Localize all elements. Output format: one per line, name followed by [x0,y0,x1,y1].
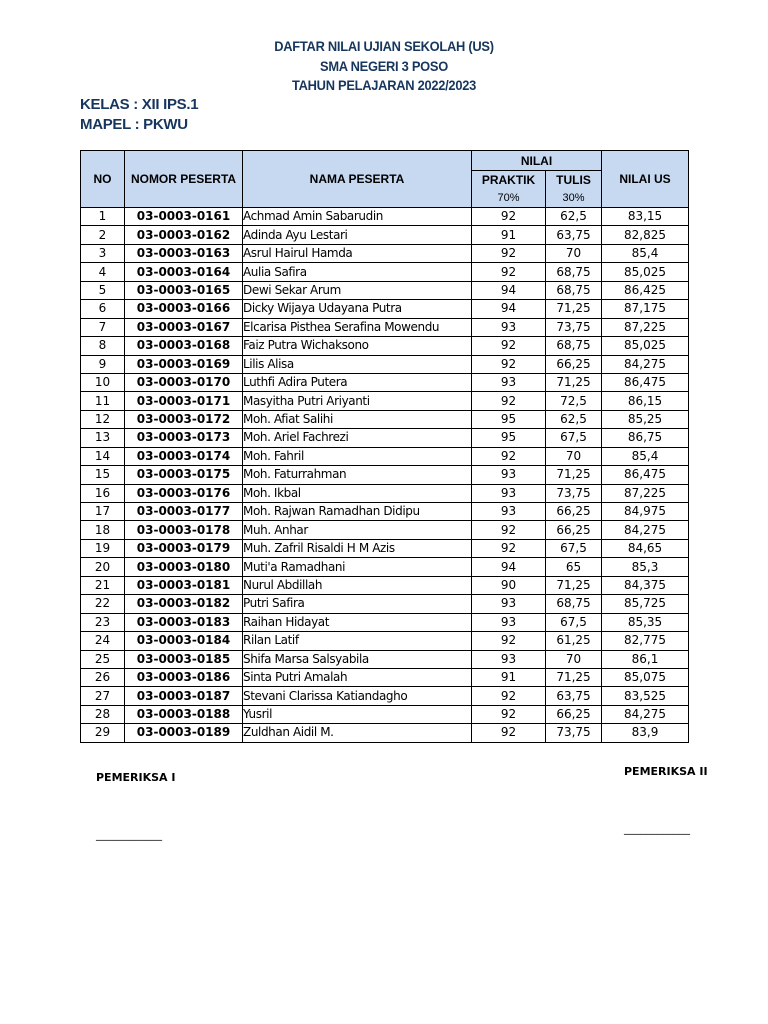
cell-nilai-us: 84,275 [602,705,689,723]
cell-praktik: 91 [472,668,546,686]
grades-table-body [81,208,689,743]
table-row [81,300,689,318]
cell-praktik: 93 [472,484,546,502]
cell-tulis: 68,75 [546,263,602,281]
cell-praktik: 90 [472,576,546,594]
cell-nama-peserta: Elcarisa Pisthea Serafina Mowendu [243,318,472,336]
cell-nama-peserta: Achmad Amin Sabarudin [243,208,472,226]
table-row [81,337,689,355]
cell-nomor-peserta: 03-0003-0188 [125,705,243,723]
pemeriksa-2-label: PEMERIKSA II [624,765,708,778]
cell-nama-peserta: Shifa Marsa Salsyabila [243,650,472,668]
cell-tulis: 62,5 [546,208,602,226]
cell-tulis: 71,25 [546,576,602,594]
cell-nama-peserta: Asrul Hairul Hamda [243,244,472,262]
header-tulis-pct: 30% [546,189,602,208]
cell-tulis: 63,75 [546,226,602,244]
cell-no: 1 [81,208,125,226]
cell-nilai-us: 84,275 [602,355,689,373]
cell-no: 24 [81,632,125,650]
cell-no: 22 [81,595,125,613]
cell-praktik: 92 [472,687,546,705]
cell-nama-peserta: Moh. Afiat Salihi [243,410,472,428]
cell-nama-peserta: Moh. Faturrahman [243,466,472,484]
table-row [81,668,689,686]
cell-nilai-us: 86,1 [602,650,689,668]
cell-nomor-peserta: 03-0003-0169 [125,355,243,373]
table-row [81,503,689,521]
cell-nomor-peserta: 03-0003-0178 [125,521,243,539]
cell-no: 23 [81,613,125,631]
cell-tulis: 66,25 [546,521,602,539]
cell-praktik: 93 [472,503,546,521]
cell-no: 2 [81,226,125,244]
cell-nama-peserta: Aulia Safira [243,263,472,281]
table-row [81,318,689,336]
cell-tulis: 70 [546,650,602,668]
cell-nilai-us: 85,025 [602,263,689,281]
cell-nilai-us: 87,175 [602,300,689,318]
cell-nilai-us: 85,075 [602,668,689,686]
table-row [81,521,689,539]
cell-tulis: 70 [546,447,602,465]
cell-nilai-us: 85,35 [602,613,689,631]
cell-tulis: 65 [546,558,602,576]
cell-nilai-us: 85,3 [602,558,689,576]
doc-title-school: SMA NEGERI 3 POSO [320,58,448,74]
cell-no: 5 [81,281,125,299]
cell-nomor-peserta: 03-0003-0171 [125,392,243,410]
cell-no: 18 [81,521,125,539]
table-row [81,281,689,299]
cell-no: 7 [81,318,125,336]
cell-nama-peserta: Lilis Alisa [243,355,472,373]
cell-praktik: 92 [472,392,546,410]
cell-nomor-peserta: 03-0003-0165 [125,281,243,299]
pemeriksa-1-signature-line: ____________ [96,828,162,841]
cell-tulis: 61,25 [546,632,602,650]
cell-no: 20 [81,558,125,576]
cell-nomor-peserta: 03-0003-0187 [125,687,243,705]
cell-nilai-us: 85,725 [602,595,689,613]
cell-nomor-peserta: 03-0003-0161 [125,208,243,226]
kelas-label: KELAS : XII IPS.1 [80,96,199,113]
cell-nomor-peserta: 03-0003-0182 [125,595,243,613]
cell-nomor-peserta: 03-0003-0179 [125,539,243,557]
pemeriksa-2-signature-line: ____________ [624,822,690,835]
cell-nama-peserta: Dicky Wijaya Udayana Putra [243,300,472,318]
cell-nomor-peserta: 03-0003-0166 [125,300,243,318]
cell-praktik: 94 [472,281,546,299]
cell-nilai-us: 86,475 [602,466,689,484]
cell-tulis: 66,25 [546,503,602,521]
cell-nama-peserta: Raihan Hidayat [243,613,472,631]
table-row [81,447,689,465]
cell-nomor-peserta: 03-0003-0185 [125,650,243,668]
header-tulis: TULIS [546,171,602,190]
cell-nilai-us: 86,475 [602,373,689,391]
cell-nomor-peserta: 03-0003-0181 [125,576,243,594]
cell-nama-peserta: Muti'a Ramadhani [243,558,472,576]
cell-tulis: 73,75 [546,724,602,742]
cell-praktik: 91 [472,226,546,244]
cell-praktik: 93 [472,373,546,391]
table-row [81,687,689,705]
cell-praktik: 92 [472,705,546,723]
cell-nomor-peserta: 03-0003-0168 [125,337,243,355]
cell-nilai-us: 84,65 [602,539,689,557]
cell-nilai-us: 84,275 [602,521,689,539]
cell-nomor-peserta: 03-0003-0173 [125,429,243,447]
cell-no: 6 [81,300,125,318]
cell-tulis: 70 [546,244,602,262]
cell-no: 14 [81,447,125,465]
cell-nilai-us: 85,25 [602,410,689,428]
cell-praktik: 93 [472,650,546,668]
cell-nilai-us: 83,9 [602,724,689,742]
cell-tulis: 66,25 [546,705,602,723]
table-row [81,263,689,281]
cell-nomor-peserta: 03-0003-0186 [125,668,243,686]
cell-nama-peserta: Putri Safira [243,595,472,613]
cell-tulis: 62,5 [546,410,602,428]
cell-nilai-us: 87,225 [602,318,689,336]
table-row [81,576,689,594]
cell-no: 11 [81,392,125,410]
header-nomor-peserta: NOMOR PESERTA [125,151,243,208]
cell-no: 28 [81,705,125,723]
cell-no: 27 [81,687,125,705]
cell-nama-peserta: Muh. Anhar [243,521,472,539]
cell-no: 25 [81,650,125,668]
cell-nomor-peserta: 03-0003-0163 [125,244,243,262]
cell-no: 3 [81,244,125,262]
cell-praktik: 92 [472,263,546,281]
header-praktik-pct: 70% [472,189,546,208]
cell-no: 9 [81,355,125,373]
cell-nomor-peserta: 03-0003-0170 [125,373,243,391]
cell-nomor-peserta: 03-0003-0164 [125,263,243,281]
cell-tulis: 71,25 [546,373,602,391]
cell-nomor-peserta: 03-0003-0184 [125,632,243,650]
cell-praktik: 92 [472,244,546,262]
table-row [81,355,689,373]
table-row [81,392,689,410]
cell-nama-peserta: Dewi Sekar Arum [243,281,472,299]
cell-tulis: 66,25 [546,355,602,373]
cell-praktik: 94 [472,558,546,576]
header-nilai: NILAI [472,151,602,171]
header-no: NO [81,151,125,208]
cell-no: 10 [81,373,125,391]
cell-nilai-us: 84,375 [602,576,689,594]
doc-title-line1: DAFTAR NILAI UJIAN SEKOLAH (US) [274,38,494,54]
table-row [81,410,689,428]
table-row [81,373,689,391]
cell-praktik: 92 [472,539,546,557]
table-row [81,613,689,631]
cell-nilai-us: 82,825 [602,226,689,244]
cell-tulis: 63,75 [546,687,602,705]
cell-tulis: 72,5 [546,392,602,410]
pemeriksa-1-label: PEMERIKSA I [96,771,176,784]
cell-nilai-us: 86,75 [602,429,689,447]
cell-nama-peserta: Luthfi Adira Putera [243,373,472,391]
cell-nilai-us: 83,15 [602,208,689,226]
cell-nilai-us: 84,975 [602,503,689,521]
cell-nama-peserta: Rilan Latif [243,632,472,650]
cell-praktik: 94 [472,300,546,318]
cell-nama-peserta: Masyitha Putri Ariyanti [243,392,472,410]
cell-nilai-us: 85,4 [602,447,689,465]
cell-praktik: 93 [472,466,546,484]
header-nama-peserta: NAMA PESERTA [243,151,472,208]
cell-praktik: 92 [472,337,546,355]
table-row [81,429,689,447]
cell-nama-peserta: Sinta Putri Amalah [243,668,472,686]
header-nilai-us: NILAI US [602,151,689,208]
table-row [81,705,689,723]
cell-tulis: 71,25 [546,300,602,318]
cell-praktik: 92 [472,208,546,226]
cell-tulis: 67,5 [546,613,602,631]
cell-nomor-peserta: 03-0003-0177 [125,503,243,521]
cell-nama-peserta: Moh. Ikbal [243,484,472,502]
cell-praktik: 92 [472,447,546,465]
cell-nomor-peserta: 03-0003-0167 [125,318,243,336]
table-row [81,650,689,668]
table-row [81,484,689,502]
cell-nomor-peserta: 03-0003-0172 [125,410,243,428]
cell-praktik: 92 [472,355,546,373]
cell-nama-peserta: Moh. Ariel Fachrezi [243,429,472,447]
cell-tulis: 68,75 [546,337,602,355]
cell-no: 4 [81,263,125,281]
cell-nama-peserta: Adinda Ayu Lestari [243,226,472,244]
cell-nomor-peserta: 03-0003-0175 [125,466,243,484]
cell-praktik: 93 [472,613,546,631]
table-row [81,595,689,613]
cell-nama-peserta: Nurul Abdillah [243,576,472,594]
cell-tulis: 71,25 [546,668,602,686]
cell-nilai-us: 86,15 [602,392,689,410]
cell-nilai-us: 82,775 [602,632,689,650]
cell-nilai-us: 87,225 [602,484,689,502]
cell-nomor-peserta: 03-0003-0183 [125,613,243,631]
cell-praktik: 93 [472,595,546,613]
table-row [81,632,689,650]
cell-no: 19 [81,539,125,557]
cell-no: 17 [81,503,125,521]
cell-tulis: 68,75 [546,281,602,299]
table-row [81,724,689,742]
cell-nama-peserta: Muh. Zafril Risaldi H M Azis [243,539,472,557]
doc-title-year: TAHUN PELAJARAN 2022/2023 [292,77,476,93]
cell-praktik: 92 [472,632,546,650]
cell-nama-peserta: Moh. Rajwan Ramadhan Didipu [243,503,472,521]
cell-nama-peserta: Yusril [243,705,472,723]
grades-table [80,150,689,743]
cell-praktik: 92 [472,724,546,742]
cell-praktik: 92 [472,521,546,539]
table-row [81,466,689,484]
cell-no: 29 [81,724,125,742]
cell-nilai-us: 86,425 [602,281,689,299]
table-row [81,539,689,557]
cell-nomor-peserta: 03-0003-0189 [125,724,243,742]
table-row [81,208,689,226]
cell-tulis: 71,25 [546,466,602,484]
cell-no: 15 [81,466,125,484]
cell-nilai-us: 85,4 [602,244,689,262]
cell-nama-peserta: Zuldhan Aidil M. [243,724,472,742]
table-row [81,558,689,576]
cell-nilai-us: 83,525 [602,687,689,705]
cell-nomor-peserta: 03-0003-0162 [125,226,243,244]
header-praktik: PRAKTIK [472,171,546,190]
table-row [81,226,689,244]
cell-tulis: 67,5 [546,539,602,557]
table-row [81,244,689,262]
cell-no: 21 [81,576,125,594]
cell-nilai-us: 85,025 [602,337,689,355]
cell-praktik: 95 [472,429,546,447]
cell-tulis: 67,5 [546,429,602,447]
cell-tulis: 73,75 [546,318,602,336]
cell-nama-peserta: Moh. Fahril [243,447,472,465]
cell-no: 26 [81,668,125,686]
cell-nama-peserta: Stevani Clarissa Katiandagho [243,687,472,705]
cell-no: 12 [81,410,125,428]
mapel-label: MAPEL : PKWU [80,116,188,133]
cell-tulis: 73,75 [546,484,602,502]
cell-praktik: 93 [472,318,546,336]
cell-nomor-peserta: 03-0003-0174 [125,447,243,465]
cell-no: 13 [81,429,125,447]
cell-praktik: 95 [472,410,546,428]
cell-tulis: 68,75 [546,595,602,613]
cell-no: 16 [81,484,125,502]
cell-no: 8 [81,337,125,355]
cell-nomor-peserta: 03-0003-0176 [125,484,243,502]
cell-nama-peserta: Faiz Putra Wichaksono [243,337,472,355]
cell-nomor-peserta: 03-0003-0180 [125,558,243,576]
